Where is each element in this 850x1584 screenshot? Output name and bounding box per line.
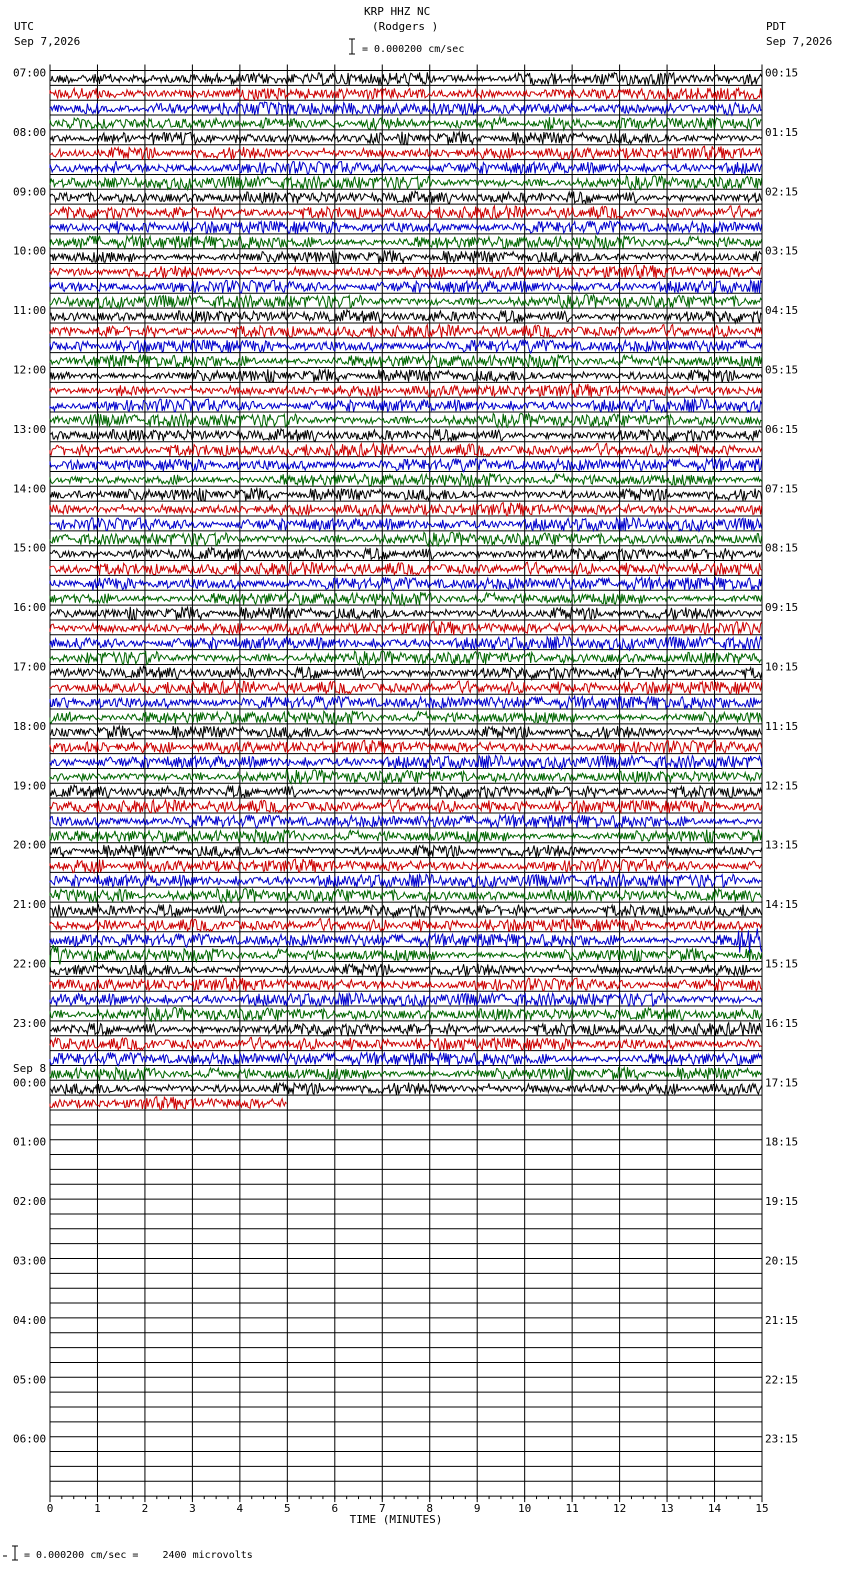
left-hour-label: 18:00 — [13, 719, 47, 733]
trace-line — [50, 770, 762, 784]
trace-line — [50, 800, 762, 813]
trace-line — [50, 354, 762, 367]
chart-traces — [50, 72, 762, 1110]
right-hour-label: 01:15 — [765, 125, 799, 139]
right-hour-label: 00:15 — [765, 66, 799, 80]
trace-line — [50, 756, 762, 769]
trace-line — [50, 1008, 762, 1022]
x-tick-label: 0 — [46, 1502, 54, 1516]
hour-labels — [13, 67, 798, 1446]
x-tick-label: 2 — [141, 1502, 149, 1516]
trace-line — [50, 830, 762, 843]
x-tick-label: 14 — [707, 1502, 722, 1516]
trace-line — [50, 117, 762, 130]
left-hour-label: 12:00 — [13, 363, 47, 377]
trace-line — [50, 146, 762, 159]
trace-line — [50, 964, 762, 977]
footer-scale-note: = 0.000200 cm/sec = 2400 microvolts — [24, 1550, 253, 1561]
x-tick-label: 8 — [426, 1502, 434, 1516]
trace-line — [50, 666, 762, 679]
right-hour-label: 03:15 — [765, 244, 799, 258]
footer-scale-bar-icon — [3, 1546, 18, 1560]
trace-line — [50, 577, 762, 590]
left-hour-label: 07:00 — [13, 66, 47, 80]
trace-line — [50, 845, 762, 858]
trace-line — [50, 399, 762, 412]
trace-line — [50, 458, 762, 471]
trace-line — [50, 102, 762, 115]
trace-line — [50, 740, 762, 753]
left-hour-label: 16:00 — [13, 601, 47, 615]
trace-line — [50, 310, 762, 323]
trace-line — [50, 340, 762, 353]
right-hour-label: 09:15 — [765, 601, 799, 615]
right-hour-label: 19:15 — [765, 1195, 799, 1209]
right-timezone: PDT — [766, 20, 786, 33]
trace-line — [50, 369, 762, 382]
right-hour-label: 16:15 — [765, 1016, 799, 1030]
trace-line — [50, 1052, 762, 1065]
left-hour-label: 10:00 — [13, 244, 47, 258]
left-hour-label: 15:00 — [13, 541, 47, 555]
trace-line — [50, 132, 762, 145]
trace-line — [50, 265, 762, 278]
trace-line — [50, 176, 762, 190]
trace-line — [50, 473, 762, 486]
trace-line — [50, 443, 762, 456]
left-date: Sep 7,2026 — [14, 35, 81, 48]
right-date: Sep 7,2026 — [766, 35, 833, 48]
trace-line — [50, 978, 762, 991]
left-hour-label: 14:00 — [13, 482, 47, 496]
right-hour-label: 15:15 — [765, 957, 799, 971]
x-tick-label: 5 — [284, 1502, 291, 1516]
trace-line — [50, 236, 762, 249]
right-hour-label: 04:15 — [765, 304, 799, 318]
x-tick-label: 10 — [518, 1502, 532, 1516]
right-hour-label: 20:15 — [765, 1254, 799, 1268]
x-tick-label: 4 — [236, 1502, 244, 1516]
scale-bar-icon — [349, 39, 355, 54]
station-title: KRP HHZ NC — [364, 5, 431, 18]
date-change-label: Sep 8 — [13, 1062, 47, 1075]
right-hour-label: 02:15 — [765, 185, 799, 199]
station-location: (Rodgers ) — [372, 20, 439, 33]
x-tick-label: 9 — [473, 1502, 481, 1516]
x-axis-label: TIME (MINUTES) — [349, 1513, 443, 1527]
trace-line — [50, 637, 762, 650]
scale-label: = 0.000200 cm/sec — [362, 44, 465, 55]
trace-line — [50, 945, 762, 969]
trace-line — [50, 592, 762, 605]
right-hour-label: 10:15 — [765, 660, 799, 674]
right-hour-label: 08:15 — [765, 541, 799, 555]
left-hour-label: 06:00 — [13, 1432, 47, 1446]
right-hour-label: 17:15 — [765, 1076, 799, 1090]
left-hour-label: 23:00 — [13, 1016, 47, 1030]
trace-line — [50, 88, 762, 100]
trace-line — [50, 250, 762, 263]
trace-line — [50, 1037, 762, 1050]
trace-line — [50, 161, 762, 174]
trace-line — [50, 815, 762, 828]
left-hour-label: 01:00 — [13, 1135, 47, 1149]
trace-line — [50, 859, 762, 873]
trace-line — [50, 993, 762, 1006]
trace-line — [50, 681, 762, 694]
trace-line — [50, 889, 762, 903]
trace-line — [50, 1097, 287, 1110]
left-timezone: UTC — [14, 20, 34, 33]
left-hour-label: 21:00 — [13, 898, 47, 912]
left-hour-label: 08:00 — [13, 125, 47, 139]
trace-line — [50, 1083, 762, 1096]
x-tick-label: 7 — [378, 1502, 386, 1516]
left-hour-label: 19:00 — [13, 779, 47, 793]
trace-line — [50, 904, 762, 917]
left-hour-label: 22:00 — [13, 957, 47, 971]
trace-line — [50, 221, 762, 234]
x-tick-label: 3 — [189, 1502, 196, 1516]
right-hour-label: 12:15 — [765, 779, 799, 793]
trace-line — [50, 532, 762, 546]
left-hour-label: 03:00 — [13, 1254, 47, 1268]
x-tick-label: 1 — [94, 1502, 101, 1516]
trace-line — [50, 622, 762, 635]
trace-line — [50, 72, 762, 85]
trace-line — [50, 325, 762, 338]
x-axis — [47, 1496, 769, 1526]
left-hour-label: 20:00 — [13, 838, 47, 852]
right-hour-label: 11:15 — [765, 719, 799, 733]
x-tick-label: 12 — [612, 1502, 627, 1516]
trace-line — [50, 726, 762, 739]
trace-line — [50, 651, 762, 665]
x-tick-label: 15 — [755, 1502, 769, 1516]
right-hour-label: 14:15 — [765, 898, 799, 912]
trace-line — [50, 191, 762, 204]
right-hour-label: 06:15 — [765, 422, 799, 436]
trace-line — [50, 384, 762, 397]
left-hour-label: 05:00 — [13, 1373, 47, 1387]
trace-line — [50, 1067, 762, 1080]
right-hour-label: 22:15 — [765, 1373, 799, 1387]
trace-line — [50, 1023, 762, 1036]
left-hour-label: 02:00 — [13, 1195, 47, 1209]
trace-line — [50, 295, 762, 309]
trace-line — [50, 280, 762, 293]
trace-line — [50, 562, 762, 575]
left-hour-label: 17:00 — [13, 660, 47, 674]
trace-line — [50, 206, 762, 220]
right-hour-label: 13:15 — [765, 838, 799, 852]
trace-line — [50, 607, 762, 620]
right-hour-label: 21:15 — [765, 1313, 799, 1327]
trace-line — [50, 518, 762, 531]
right-hour-label: 05:15 — [765, 363, 799, 377]
trace-line — [50, 919, 762, 932]
trace-line — [50, 711, 762, 724]
trace-line — [50, 414, 762, 428]
x-tick-label: 11 — [565, 1502, 579, 1516]
left-hour-label: 09:00 — [13, 185, 47, 199]
trace-line — [50, 548, 762, 561]
right-hour-label: 07:15 — [765, 482, 799, 496]
x-tick-label: 13 — [660, 1502, 674, 1516]
trace-line — [50, 503, 762, 516]
trace-line — [50, 874, 762, 887]
left-hour-label: 04:00 — [13, 1313, 47, 1327]
left-hour-label: 00:00 — [13, 1076, 47, 1090]
left-hour-label: 13:00 — [13, 422, 47, 436]
trace-line — [50, 488, 762, 501]
trace-line — [50, 785, 762, 798]
right-hour-label: 18:15 — [765, 1135, 799, 1149]
left-hour-label: 11:00 — [13, 304, 47, 318]
trace-line — [50, 429, 762, 442]
x-tick-label: 6 — [331, 1502, 339, 1516]
right-hour-label: 23:15 — [765, 1432, 799, 1446]
trace-line — [50, 696, 762, 709]
